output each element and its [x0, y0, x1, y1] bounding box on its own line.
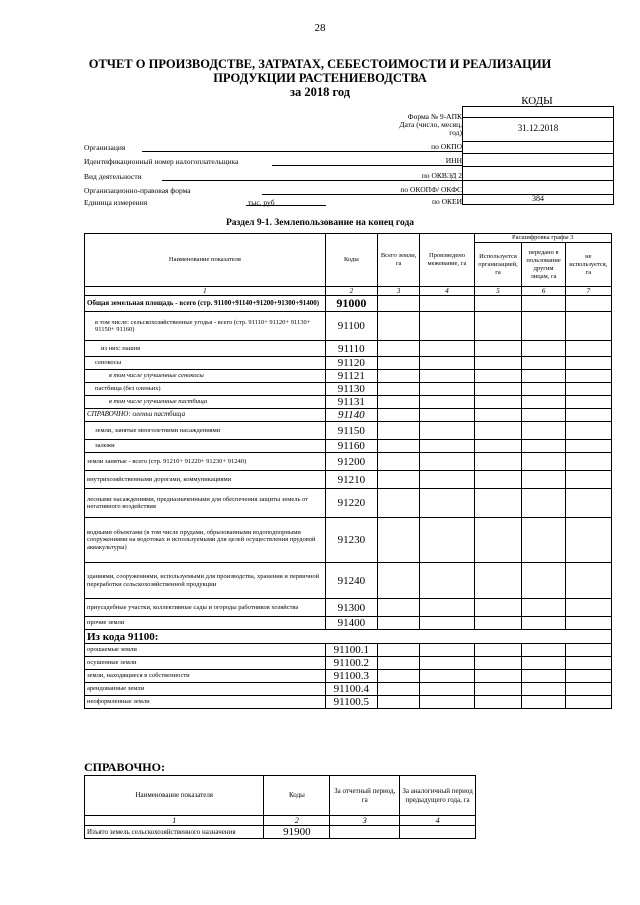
row-code: 91160 — [325, 440, 377, 453]
okopf-label: по ОКОПФ/ ОКФС — [400, 185, 462, 194]
table-row — [85, 440, 612, 453]
table-row — [85, 341, 612, 357]
ref-header-previous: За аналогичный период предыдущего года, га — [400, 776, 476, 816]
row-name: земли занятые - всего (стр. 91210+ 91220+ 91230+ 91240) — [85, 453, 326, 471]
row-name: лесными насаждениями, предназначенными для обеспечения защиты земель от негативного воздействия — [85, 489, 326, 518]
activity-label: Вид деятельности — [84, 172, 142, 181]
data-cell[interactable] — [377, 617, 420, 630]
data-cell[interactable] — [420, 440, 474, 453]
data-cell[interactable] — [377, 599, 420, 617]
row-name: в том числе улучшенные пастбища — [85, 396, 326, 409]
row-name: неоформленные земли — [85, 696, 326, 709]
row-code: 91100.2 — [325, 657, 377, 670]
data-cell[interactable] — [420, 657, 474, 670]
row-name: арендованные земли — [85, 683, 326, 696]
row-code: 91230 — [325, 518, 377, 563]
data-cell[interactable] — [522, 563, 565, 599]
row-name: залежи — [85, 440, 326, 453]
data-cell[interactable] — [565, 409, 611, 422]
data-cell[interactable] — [522, 657, 565, 670]
table-row — [85, 296, 612, 312]
ref-header-code: Коды — [264, 776, 330, 816]
data-cell[interactable] — [474, 617, 522, 630]
inn-label-left: Идентификационный номер налогоплательщика — [84, 157, 239, 166]
date-label: Дата (число, месяц, год) — [399, 120, 462, 137]
row-name: приусадебные участки, коллективные сады и огороды работников хозяйства — [85, 599, 326, 617]
data-cell[interactable] — [377, 396, 420, 409]
data-cell[interactable] — [522, 453, 565, 471]
data-cell[interactable] — [522, 440, 565, 453]
row-code: 91240 — [325, 563, 377, 599]
data-cell[interactable] — [420, 670, 474, 683]
col-number: 3 — [377, 287, 420, 296]
data-cell[interactable] — [565, 489, 611, 518]
row-code: 91100.1 — [325, 644, 377, 657]
table-row — [85, 657, 612, 670]
data-cell[interactable] — [565, 599, 611, 617]
inn-value — [462, 153, 614, 167]
table-row — [85, 617, 612, 630]
data-cell[interactable] — [474, 312, 522, 341]
header-breakdown: Расшифровка графы 3 — [474, 234, 611, 243]
data-cell[interactable] — [522, 644, 565, 657]
data-cell[interactable] — [565, 357, 611, 370]
title-line-3: за 2018 год — [289, 85, 351, 99]
data-cell[interactable] — [565, 370, 611, 383]
row-code: 91300 — [325, 599, 377, 617]
col-number: 1 — [85, 816, 264, 826]
org-underline — [142, 151, 462, 152]
data-cell[interactable] — [474, 453, 522, 471]
data-cell[interactable] — [522, 396, 565, 409]
data-cell[interactable] — [565, 518, 611, 563]
data-cell[interactable] — [474, 409, 522, 422]
row-name: сенокосы — [85, 357, 326, 370]
data-cell[interactable] — [420, 489, 474, 518]
date-value: 31.12.2018 — [462, 116, 614, 142]
col-number: 2 — [325, 287, 377, 296]
data-cell[interactable] — [522, 489, 565, 518]
data-cell[interactable] — [420, 599, 474, 617]
ref-column-numbers-row — [85, 816, 476, 826]
data-cell[interactable] — [474, 440, 522, 453]
row-code: 91000 — [325, 296, 377, 312]
data-cell[interactable] — [565, 312, 611, 341]
data-cell[interactable] — [377, 370, 420, 383]
unit-label: Единица измерения — [84, 198, 148, 207]
row-code: 91121 — [325, 370, 377, 383]
data-cell[interactable] — [565, 471, 611, 489]
table-row — [85, 670, 612, 683]
data-cell[interactable] — [377, 312, 420, 341]
data-cell[interactable] — [474, 341, 522, 357]
table-row — [85, 409, 612, 422]
data-cell[interactable] — [474, 489, 522, 518]
data-cell[interactable] — [330, 826, 400, 839]
data-cell[interactable] — [565, 296, 611, 312]
data-cell[interactable] — [522, 617, 565, 630]
report-title — [0, 57, 640, 99]
form-label: Форма № 9-АПК — [407, 112, 462, 121]
row-code: 91400 — [325, 617, 377, 630]
data-cell[interactable] — [522, 370, 565, 383]
data-cell[interactable] — [474, 696, 522, 709]
data-cell[interactable] — [522, 683, 565, 696]
data-cell[interactable] — [565, 383, 611, 396]
activity-underline — [162, 180, 462, 181]
row-name: водными объектами (в том числе прудами, обрызованными водоподпорными сооружениями на водотоках и используемыми для целей осуществления прудовой аквакультуры) — [85, 518, 326, 563]
header-used: Используется организацией, га — [474, 243, 522, 287]
data-cell[interactable] — [565, 644, 611, 657]
data-cell[interactable] — [420, 422, 474, 440]
data-cell[interactable] — [474, 683, 522, 696]
row-name: осушенные земли — [85, 657, 326, 670]
row-code: 91100.4 — [325, 683, 377, 696]
data-cell[interactable] — [420, 563, 474, 599]
data-cell[interactable] — [377, 644, 420, 657]
data-cell[interactable] — [420, 341, 474, 357]
table-row — [85, 826, 476, 839]
data-cell[interactable] — [522, 357, 565, 370]
row-code: 91220 — [325, 489, 377, 518]
data-cell[interactable] — [565, 696, 611, 709]
data-cell[interactable] — [474, 422, 522, 440]
col-number: 3 — [330, 816, 400, 826]
codes-header: КОДЫ — [521, 95, 553, 107]
row-code: 91100.5 — [325, 696, 377, 709]
okved-value — [462, 166, 614, 181]
title-line-1: ОТЧЕТ О ПРОИЗВОДСТВЕ, ЗАТРАТАХ, СЕБЕСТОИМОСТИ И РЕАЛИЗАЦИИ — [88, 57, 552, 71]
section-title: Раздел 9-1. Землепользование на конец года — [225, 218, 415, 228]
data-cell[interactable] — [474, 370, 522, 383]
okei-label: по ОКЕИ — [431, 197, 462, 206]
table-row — [85, 383, 612, 396]
row-code: 91100 — [325, 312, 377, 341]
data-cell[interactable] — [420, 471, 474, 489]
data-cell[interactable] — [474, 296, 522, 312]
data-cell[interactable] — [565, 453, 611, 471]
data-cell[interactable] — [474, 471, 522, 489]
land-use-table — [84, 233, 612, 709]
reference-table — [84, 775, 476, 839]
data-cell[interactable] — [522, 422, 565, 440]
legal-form-label: Организационно-правовая форма — [84, 186, 191, 195]
data-cell[interactable] — [474, 518, 522, 563]
row-code: 91120 — [325, 357, 377, 370]
data-cell[interactable] — [377, 489, 420, 518]
row-code: 91200 — [325, 453, 377, 471]
inn-label: ИНН — [445, 156, 462, 165]
okei-value: 384 — [462, 194, 614, 205]
row-name: Общая земельная площадь - всего (стр. 91100+91140+91200+91300+91400) — [85, 296, 326, 312]
column-numbers-row — [85, 287, 612, 296]
col-number: 6 — [522, 287, 565, 296]
row-code: 91100.3 — [325, 670, 377, 683]
page-number: 28 — [314, 22, 326, 34]
data-cell[interactable] — [377, 296, 420, 312]
data-cell[interactable] — [522, 471, 565, 489]
data-cell[interactable] — [522, 312, 565, 341]
col-number: 1 — [85, 287, 326, 296]
row-name: земли, находящиеся в собственности — [85, 670, 326, 683]
data-cell[interactable] — [420, 453, 474, 471]
data-cell[interactable] — [565, 617, 611, 630]
data-cell[interactable] — [565, 563, 611, 599]
table-row — [85, 453, 612, 471]
data-cell[interactable] — [377, 357, 420, 370]
org-label: Организация — [84, 143, 126, 152]
data-cell[interactable] — [522, 341, 565, 357]
row-name: в том числе улучшенные сенокосы — [85, 370, 326, 383]
header-unused: не используется, га — [565, 243, 611, 287]
data-cell[interactable] — [377, 471, 420, 489]
unit-underline — [246, 205, 326, 206]
row-code: 91130 — [325, 383, 377, 396]
data-cell[interactable] — [565, 341, 611, 357]
data-cell[interactable] — [474, 396, 522, 409]
col-number: 2 — [264, 816, 330, 826]
data-cell[interactable] — [377, 422, 420, 440]
row-code: 91900 — [264, 826, 330, 839]
row-name: СПРАВОЧНО: оленьи пастбища — [85, 409, 326, 422]
data-cell[interactable] — [420, 518, 474, 563]
data-cell[interactable] — [420, 644, 474, 657]
data-cell[interactable] — [377, 657, 420, 670]
data-cell[interactable] — [522, 383, 565, 396]
data-cell[interactable] — [420, 396, 474, 409]
data-cell[interactable] — [522, 670, 565, 683]
row-code: 91150 — [325, 422, 377, 440]
data-cell[interactable] — [420, 696, 474, 709]
row-name: земли, занятые многолетними насаждениями — [85, 422, 326, 440]
data-cell[interactable] — [377, 341, 420, 357]
data-cell[interactable] — [377, 440, 420, 453]
data-cell[interactable] — [522, 518, 565, 563]
col-number: 5 — [474, 287, 522, 296]
data-cell[interactable] — [420, 383, 474, 396]
table-row — [85, 422, 612, 440]
col-number: 7 — [565, 287, 611, 296]
row-code: 91210 — [325, 471, 377, 489]
row-code: 91110 — [325, 341, 377, 357]
header-survey: Произведено межевание, га — [420, 234, 474, 287]
ref-header-current: За отчетный период, га — [330, 776, 400, 816]
table-row — [85, 518, 612, 563]
table-row — [85, 683, 612, 696]
data-cell[interactable] — [474, 644, 522, 657]
data-cell[interactable] — [420, 370, 474, 383]
data-cell[interactable] — [474, 657, 522, 670]
data-cell[interactable] — [565, 670, 611, 683]
data-cell[interactable] — [565, 683, 611, 696]
table-row — [85, 696, 612, 709]
data-cell[interactable] — [565, 422, 611, 440]
data-cell[interactable] — [420, 357, 474, 370]
header-code: Коды — [325, 234, 377, 287]
header-total: Всего земли, га — [377, 234, 420, 287]
table-row — [85, 563, 612, 599]
row-name: внутрихозяйственными дорогами, коммуникациями — [85, 471, 326, 489]
row-name: орошаемые земли — [85, 644, 326, 657]
table-row — [85, 396, 612, 409]
data-cell[interactable] — [377, 683, 420, 696]
subheading-row — [85, 630, 612, 644]
col-number: 4 — [400, 816, 476, 826]
title-line-2: ПРОДУКЦИИ РАСТЕНИЕВОДСТВА — [213, 71, 427, 85]
row-code: 91131 — [325, 396, 377, 409]
table-row — [85, 312, 612, 341]
data-cell[interactable] — [420, 312, 474, 341]
row-name: пастбища (без оленьих) — [85, 383, 326, 396]
data-cell[interactable] — [474, 357, 522, 370]
header-transferred: передано в пользование другим лицам, га — [522, 243, 565, 287]
data-cell[interactable] — [565, 440, 611, 453]
okved-label: по ОКВЭД 2 — [421, 171, 462, 180]
row-name: из них: пашня — [85, 341, 326, 357]
data-cell[interactable] — [474, 670, 522, 683]
data-cell[interactable] — [377, 670, 420, 683]
data-cell[interactable] — [565, 396, 611, 409]
row-name: зданиями, сооружениями, используемыми для производства, хранения и первичной переработки сельскохозяйственной продукции — [85, 563, 326, 599]
data-cell[interactable] — [522, 599, 565, 617]
data-cell[interactable] — [522, 696, 565, 709]
table-row — [85, 370, 612, 383]
data-cell[interactable] — [522, 296, 565, 312]
data-cell[interactable] — [474, 599, 522, 617]
legal-form-underline — [262, 194, 462, 195]
data-cell[interactable] — [420, 409, 474, 422]
data-cell[interactable] — [377, 696, 420, 709]
okpo-label: по ОКПО — [431, 142, 462, 151]
row-name: Изъято земель сельскохозяйственного назначения — [85, 826, 264, 839]
ref-header-name: Наименование показателя — [85, 776, 264, 816]
row-name: прочие земли — [85, 617, 326, 630]
data-cell[interactable] — [565, 657, 611, 670]
data-cell[interactable] — [420, 683, 474, 696]
data-cell[interactable] — [377, 383, 420, 396]
data-cell[interactable] — [377, 453, 420, 471]
row-code: 91140 — [325, 409, 377, 422]
data-cell[interactable] — [377, 518, 420, 563]
table-row — [85, 599, 612, 617]
data-cell[interactable] — [474, 383, 522, 396]
data-cell[interactable] — [474, 563, 522, 599]
data-cell[interactable] — [400, 826, 476, 839]
okopf-value — [462, 180, 614, 195]
data-cell[interactable] — [522, 409, 565, 422]
row-name: в том числе: сельскохозяйственные угодья - всего (стр. 91110+ 91120+ 91130+ 91150+ 91160) — [85, 312, 326, 341]
data-cell[interactable] — [420, 296, 474, 312]
table-row — [85, 644, 612, 657]
table-row — [85, 489, 612, 518]
data-cell[interactable] — [420, 617, 474, 630]
subheading: Из кода 91100: — [85, 630, 612, 644]
table-row — [85, 357, 612, 370]
header-name: Наименование показателя — [85, 234, 326, 287]
reference-title: СПРАВОЧНО: — [84, 760, 165, 774]
col-number: 4 — [420, 287, 474, 296]
unit-value: тыс. руб — [248, 198, 275, 207]
inn-underline — [272, 165, 462, 166]
table-row — [85, 471, 612, 489]
data-cell[interactable] — [377, 563, 420, 599]
data-cell[interactable] — [377, 409, 420, 422]
